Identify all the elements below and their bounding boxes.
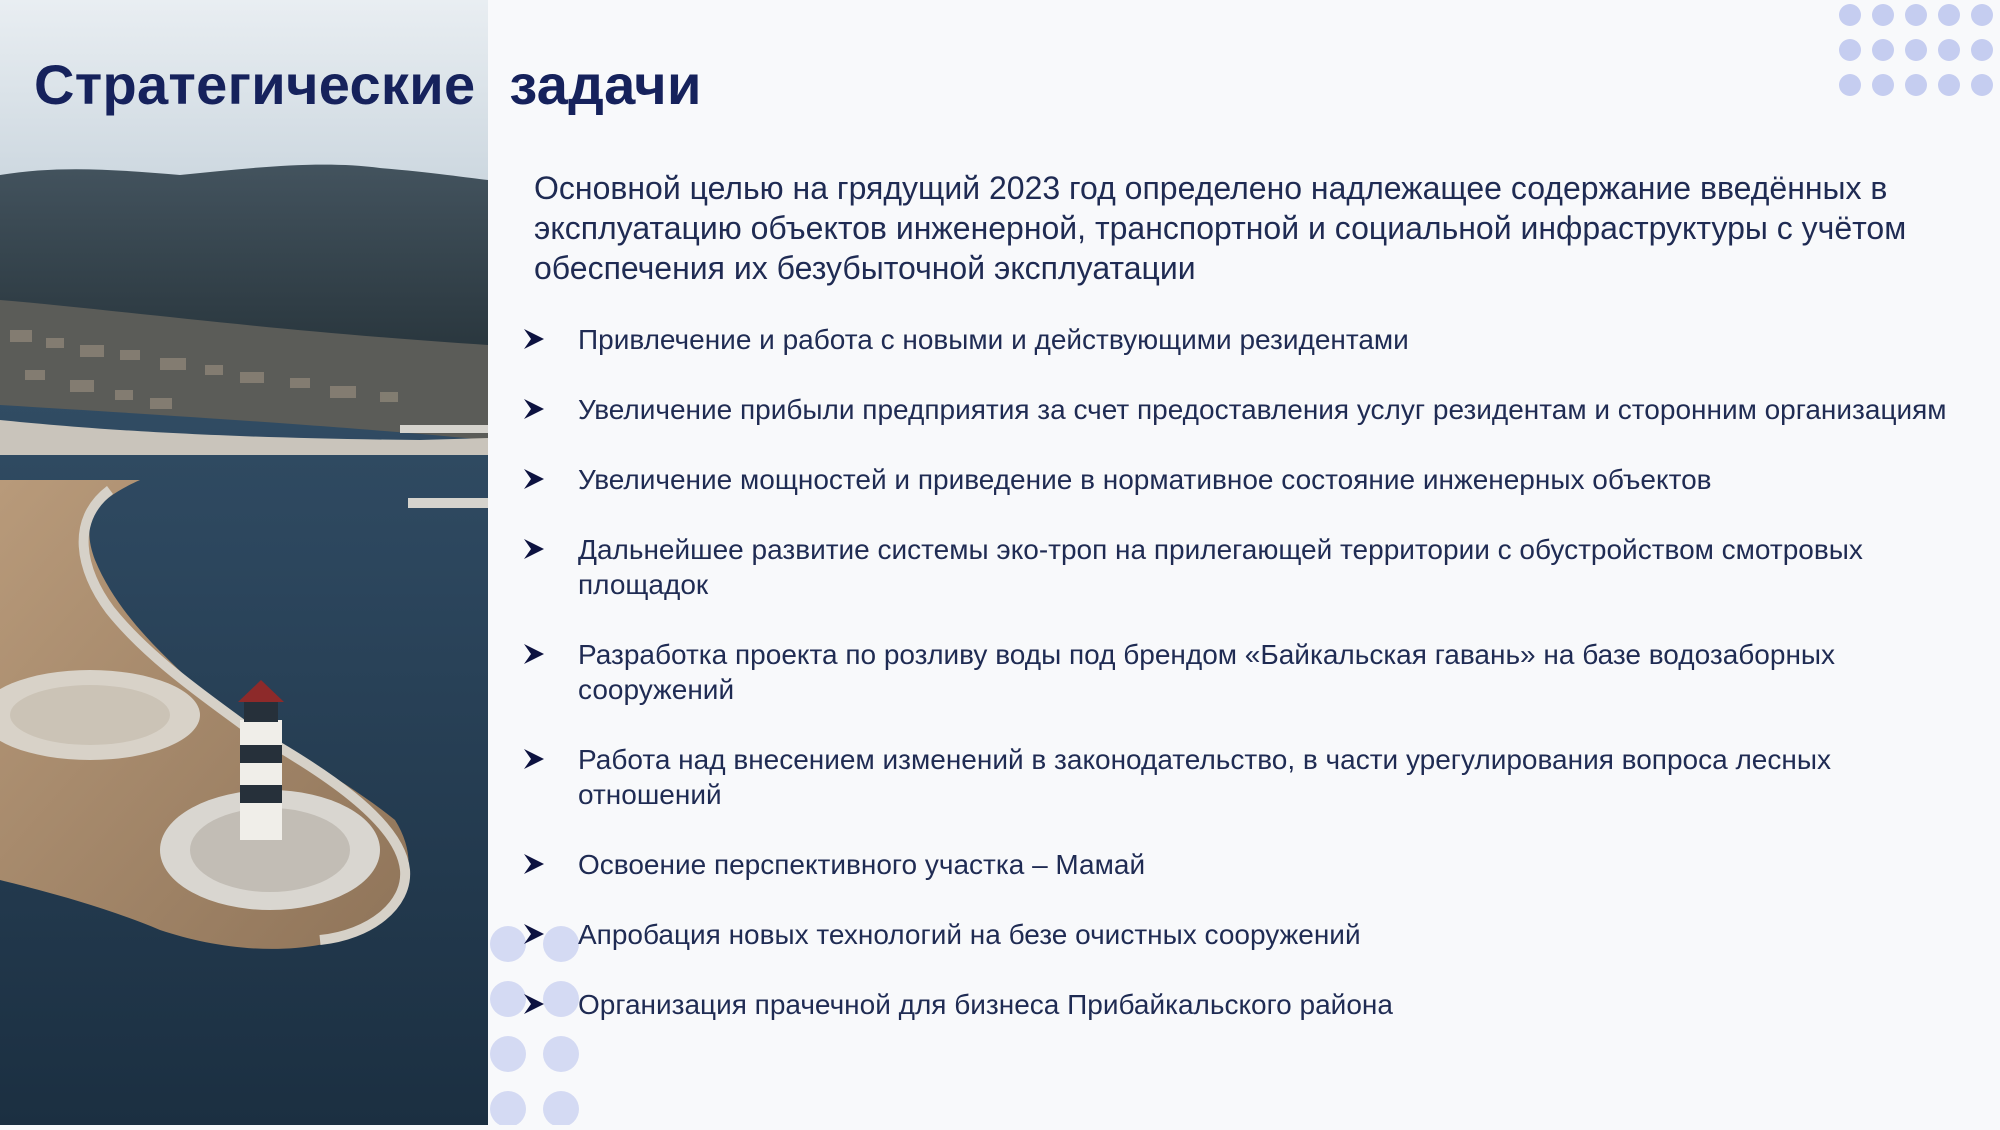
intro-paragraph: Основной целью на грядущий 2023 год определено надлежащее содержание введённых в эксплуатацию объектов инженерной, транспортной и социальной инфраструктуры с учётом обеспечения их безубыточной эксплуатации bbox=[534, 170, 1907, 286]
task-item bbox=[520, 917, 1960, 952]
task-item bbox=[520, 742, 1960, 812]
task-text: Работа над внесением изменений в законодательство, в части урегулирования вопроса лесных отношений bbox=[578, 744, 1831, 810]
arrowhead-bullet-icon bbox=[522, 536, 546, 562]
task-text: Дальнейшее развитие системы эко-троп на прилегающей территории с обустройством смотровых площадок bbox=[578, 534, 1863, 600]
arrowhead-bullet-icon bbox=[522, 921, 546, 947]
task-text: Увеличение прибыли предприятия за счет предоставления услуг резидентам и сторонним организациям bbox=[578, 394, 1947, 425]
slide-title-word-2: задачи bbox=[509, 53, 702, 116]
task-item bbox=[520, 532, 1960, 602]
slide-title-word-1: Стратегические bbox=[34, 53, 476, 116]
task-text: Организация прачечной для бизнеса Прибайкальского района bbox=[578, 989, 1393, 1020]
task-item bbox=[520, 322, 1960, 357]
slide-title bbox=[34, 52, 702, 117]
task-item bbox=[520, 637, 1960, 707]
harbor-lighthouse-photo bbox=[0, 0, 488, 1125]
task-text: Освоение перспективного участка – Мамай bbox=[578, 849, 1146, 880]
decorative-dots-top-right bbox=[1836, 2, 2000, 102]
task-text: Увеличение мощностей и приведение в нормативное состояние инженерных объектов bbox=[578, 464, 1712, 495]
task-text: Разработка проекта по розливу воды под брендом «Байкальская гавань» на базе водозаборных сооружений bbox=[578, 639, 1836, 705]
task-text: Привлечение и работа с новыми и действующими резидентами bbox=[578, 324, 1409, 355]
strategic-tasks-list bbox=[520, 322, 1960, 1022]
arrowhead-bullet-icon bbox=[522, 466, 546, 492]
task-item bbox=[520, 847, 1960, 882]
arrowhead-bullet-icon bbox=[522, 851, 546, 877]
arrowhead-bullet-icon bbox=[522, 991, 546, 1017]
arrowhead-bullet-icon bbox=[522, 396, 546, 422]
arrowhead-bullet-icon bbox=[522, 746, 546, 772]
task-item bbox=[520, 392, 1960, 427]
task-text: Апробация новых технологий на безе очистных сооружений bbox=[578, 919, 1361, 950]
arrowhead-bullet-icon bbox=[522, 326, 546, 352]
task-item bbox=[520, 987, 1960, 1022]
arrowhead-bullet-icon bbox=[522, 641, 546, 667]
task-item bbox=[520, 462, 1960, 497]
